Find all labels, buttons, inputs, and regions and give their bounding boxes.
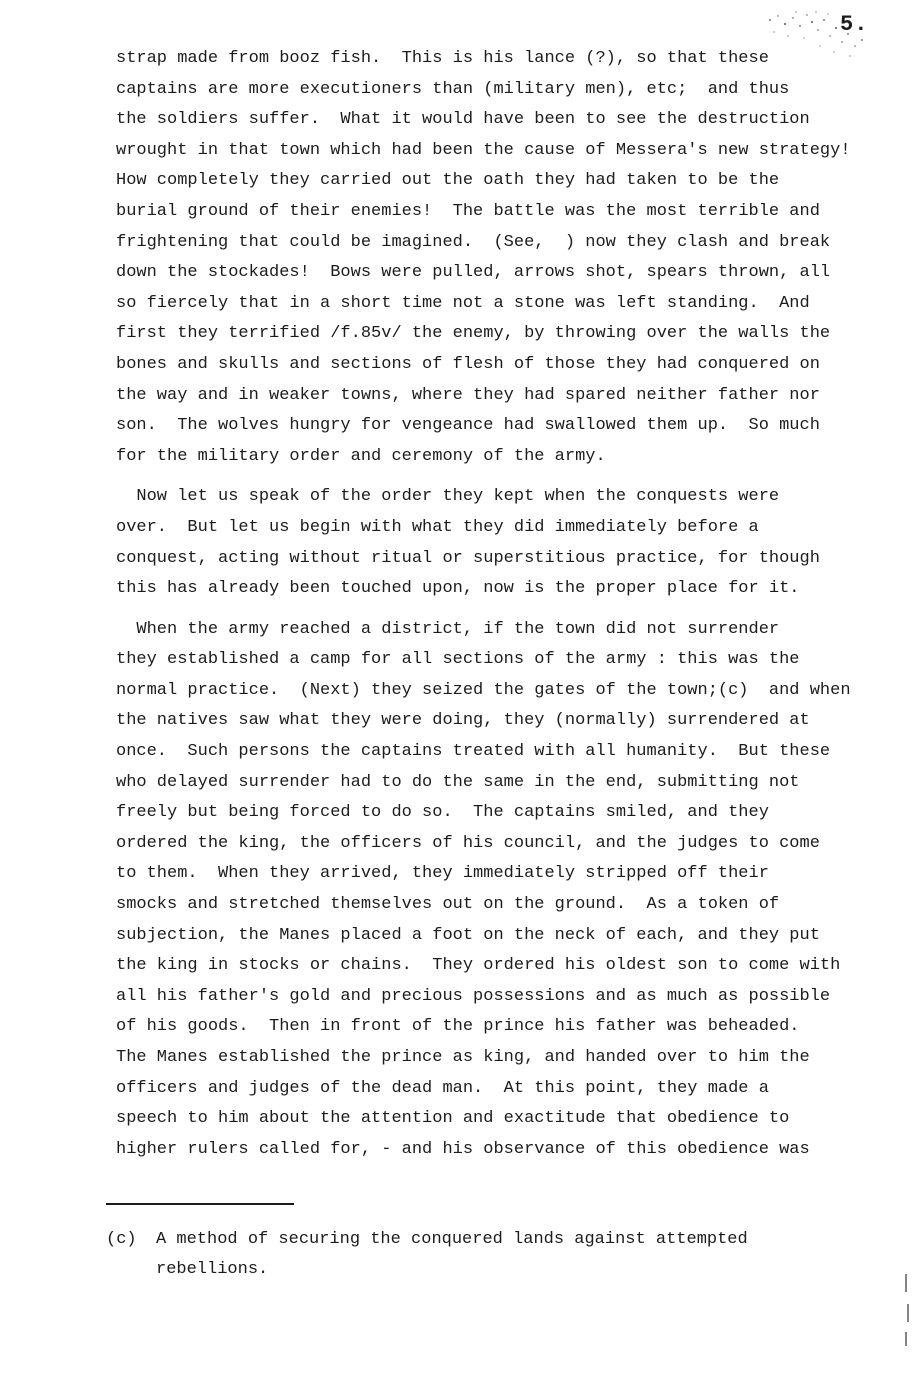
text-line: frightening that could be imagined. (See, ) now they clash and break	[116, 232, 831, 252]
text-line: so fiercely that in a short time not a stone was left standing. And	[116, 293, 810, 313]
text-line: bones and skulls and sections of flesh of those they had conquered on	[116, 354, 820, 374]
footnote-text: A method of securing the conquered lands against attempted	[156, 1230, 748, 1249]
text-line: they established a camp for all sections of the army : this was the	[116, 650, 800, 670]
text-line: who delayed surrender had to do the same in the end, submitting not	[116, 772, 800, 792]
text-line: smocks and stretched themselves out on the ground. As a token of	[116, 895, 780, 915]
margin-mark	[900, 1270, 914, 1350]
footnote-line	[106, 1255, 866, 1285]
paragraph-gap	[116, 605, 856, 615]
paragraph-gap	[116, 472, 856, 482]
text-line: the king in stocks or chains. They ordered his oldest son to come with	[116, 956, 841, 976]
text-line: captains are more executioners than (military men), etc; and thus	[116, 79, 790, 99]
text-line: of his goods. Then in front of the prince his father was beheaded.	[116, 1017, 800, 1037]
text-line: higher rulers called for, - and his observance of this obedience was	[116, 1139, 810, 1159]
text-line: Now let us speak of the order they kept when the conquests were	[116, 487, 780, 507]
text-line: wrought in that town which had been the cause of Messera's new strategy!	[116, 140, 851, 160]
footnote-separator	[106, 1203, 294, 1205]
text-line: the way and in weaker towns, where they had spared neither father nor	[116, 385, 820, 405]
page-number: 5.	[840, 12, 869, 37]
text-line: The Manes established the prince as king, and handed over to him the	[116, 1048, 810, 1067]
text-line: conquest, acting without ritual or superstitious practice, for though	[116, 548, 820, 568]
text-line: first they terrified /f.85v/ the enemy, by throwing over the walls the	[116, 324, 831, 344]
text-line: the natives saw what they were doing, they (normally) surrendered at	[116, 711, 810, 731]
text-line: speech to him about the attention and exactitude that obedience to	[116, 1109, 790, 1129]
text-line: son. The wolves hungry for vengeance had swallowed them up. So much	[116, 416, 820, 436]
text-line: over. But let us begin with what they did immediately before a	[116, 517, 759, 537]
text-line: strap made from booz fish. This is his lance (?), so that these	[116, 49, 769, 68]
text-line: ordered the king, the officers of his council, and the judges to come	[116, 833, 820, 853]
text-line: subjection, the Manes placed a foot on the neck of each, and they put	[116, 925, 820, 945]
text-line: burial ground of their enemies! The battle was the most terrible and	[116, 201, 820, 221]
footnote-marker: (c)	[106, 1230, 137, 1249]
text-line: once. Such persons the captains treated with all humanity. But these	[116, 742, 831, 762]
text-line: freely but being forced to do so. The captains smiled, and they	[116, 803, 769, 823]
text-line: officers and judges of the dead man. At this point, they made a	[116, 1078, 769, 1098]
footnote	[106, 1225, 866, 1285]
footnote-line	[106, 1225, 866, 1255]
footnote-text: rebellions.	[156, 1260, 269, 1279]
text-line: normal practice. (Next) they seized the gates of the town;(c) and when	[116, 680, 851, 700]
body-text	[116, 44, 856, 1165]
text-line: for the military order and ceremony of the army.	[116, 446, 606, 466]
text-line: How completely they carried out the oath they had taken to be the	[116, 171, 780, 191]
text-line: to them. When they arrived, they immediately stripped off their	[116, 864, 769, 884]
text-line: the soldiers suffer. What it would have been to see the destruction	[116, 110, 810, 130]
text-line: this has already been touched upon, now is the proper place for it.	[116, 579, 800, 599]
text-line: When the army reached a district, if the town did not surrender	[116, 619, 780, 639]
text-line: all his father's gold and precious possessions and as much as possible	[116, 986, 831, 1006]
text-line: down the stockades! Bows were pulled, arrows shot, spears thrown, all	[116, 263, 831, 283]
